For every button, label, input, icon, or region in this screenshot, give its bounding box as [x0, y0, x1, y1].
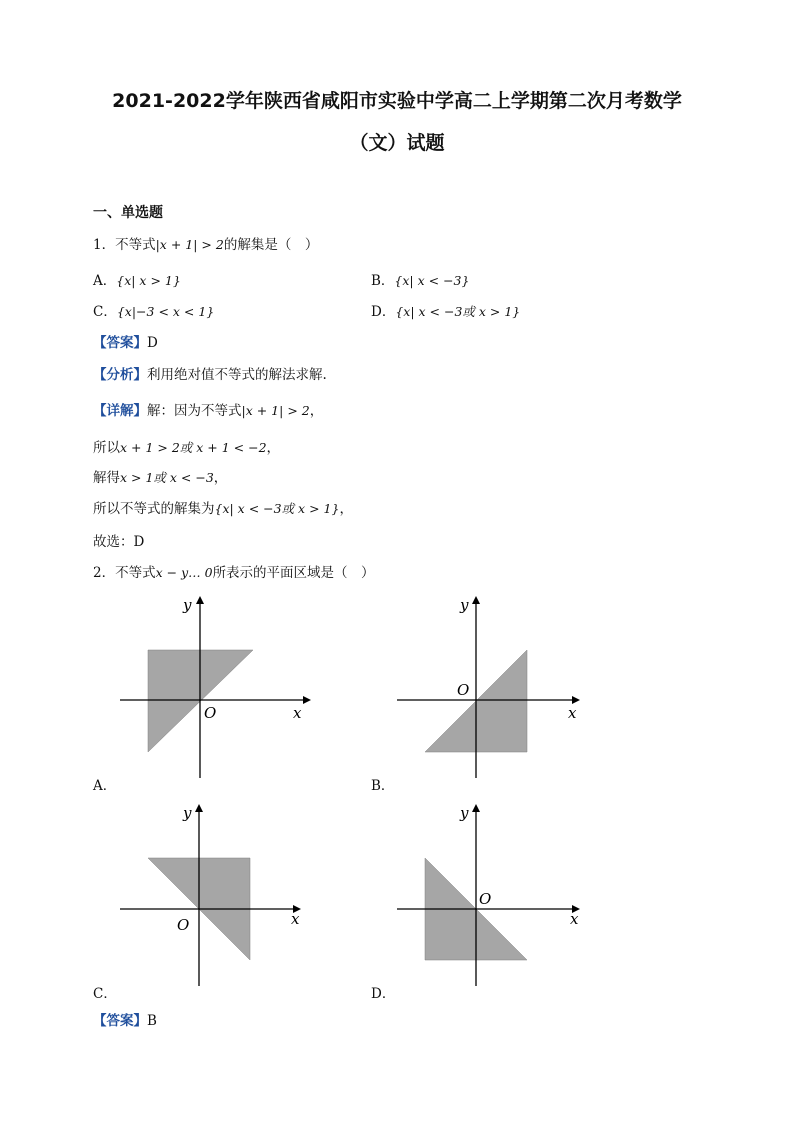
q1-stem-math: |x + 1| > 2: [155, 237, 224, 252]
q1-analysis: [93, 363, 327, 383]
y-label: y: [460, 596, 469, 614]
q2-stem-pre: 2．不等式: [93, 565, 156, 581]
option-label: B．: [371, 273, 395, 289]
figure-d: [392, 800, 592, 990]
y-arrow-icon: [472, 596, 480, 604]
detail-pre: 解：因为不等式: [147, 403, 242, 419]
figure-c: [115, 800, 315, 990]
y-arrow-icon: [472, 804, 480, 812]
y-label: y: [183, 596, 192, 614]
x-label: x: [291, 910, 300, 928]
q1-option-b: [371, 269, 469, 289]
analysis-text: 利用绝对值不等式的解法求解.: [147, 367, 327, 383]
option-text: {x| x > 1}: [116, 273, 181, 288]
step-text: 解得: [93, 470, 120, 486]
step-text: 所以不等式的解集为: [93, 501, 215, 517]
step-text: 所以: [93, 440, 120, 456]
q1-step1: [93, 436, 280, 456]
x-label: x: [570, 910, 579, 928]
x-arrow-icon: [303, 696, 311, 704]
q1-option-a: [93, 269, 181, 289]
figure-b: [392, 592, 592, 782]
step-text: ，: [213, 470, 228, 486]
q2-option-c: C．: [93, 986, 117, 1002]
q2-option-d: D．: [371, 986, 396, 1002]
q1-step3: [93, 497, 353, 517]
step-math: {x| x < −3或 x > 1}: [214, 501, 340, 516]
detail-post: ，: [309, 403, 324, 419]
x-arrow-icon: [572, 696, 580, 704]
option-label: C．: [93, 304, 117, 320]
page-title-line2: （文）试题: [349, 132, 445, 154]
analysis-tag: 【分析】: [93, 367, 147, 383]
option-label: D．: [371, 304, 396, 320]
answer-value: D: [147, 335, 158, 351]
answer-value: B: [147, 1013, 157, 1029]
origin-label: O: [479, 890, 492, 908]
answer-tag: 【答案】: [93, 335, 147, 351]
option-label: A．: [93, 273, 117, 289]
q1-stem: [93, 233, 318, 253]
step-math: x + 1 > 2或 x + 1 < −2: [120, 440, 267, 455]
answer-tag: 【答案】: [93, 1013, 147, 1029]
figure-a: [115, 592, 315, 782]
origin-label: O: [204, 704, 217, 722]
option-text: {x|−3 < x < 1}: [116, 304, 215, 319]
step-math: x > 1或 x < −3: [120, 470, 214, 485]
q2-stem-math: x − y… 0: [155, 565, 213, 580]
detail-tag: 【详解】: [93, 403, 147, 419]
q2-option-a: A．: [93, 778, 117, 794]
q1-stem-post: 的解集是（ ）: [223, 237, 319, 253]
section-heading: 一、单选题: [93, 205, 163, 221]
detail-math: |x + 1| > 2: [241, 403, 310, 418]
q1-option-c: [93, 300, 214, 320]
y-label: y: [183, 804, 192, 822]
option-text: {x| x < −3}: [394, 273, 470, 288]
option-text: {x| x < −3或 x > 1}: [395, 304, 521, 319]
q2-answer: [93, 1009, 157, 1029]
q1-option-d: [371, 300, 520, 320]
q1-answer: [93, 331, 158, 351]
origin-label: O: [457, 681, 470, 699]
page-title-line1: 2021-2022学年陕西省咸阳市实验中学高二上学期第二次月考数学: [112, 90, 682, 112]
q1-step2: [93, 466, 227, 486]
q1-detail: [93, 399, 323, 419]
q2-stem-post: 所表示的平面区域是（ ）: [212, 565, 375, 581]
y-label: y: [460, 804, 469, 822]
q2-option-b: B．: [371, 778, 395, 794]
x-label: x: [293, 704, 302, 722]
y-arrow-icon: [196, 596, 204, 604]
step-text: ，: [339, 501, 353, 517]
origin-label: O: [177, 916, 190, 934]
q1-stem-pre: 1．不等式: [93, 237, 156, 253]
q1-choose: 故选：D: [93, 534, 145, 550]
y-arrow-icon: [195, 804, 203, 812]
step-text: ，: [266, 440, 281, 456]
x-label: x: [568, 704, 577, 722]
q2-stem: [93, 561, 375, 581]
